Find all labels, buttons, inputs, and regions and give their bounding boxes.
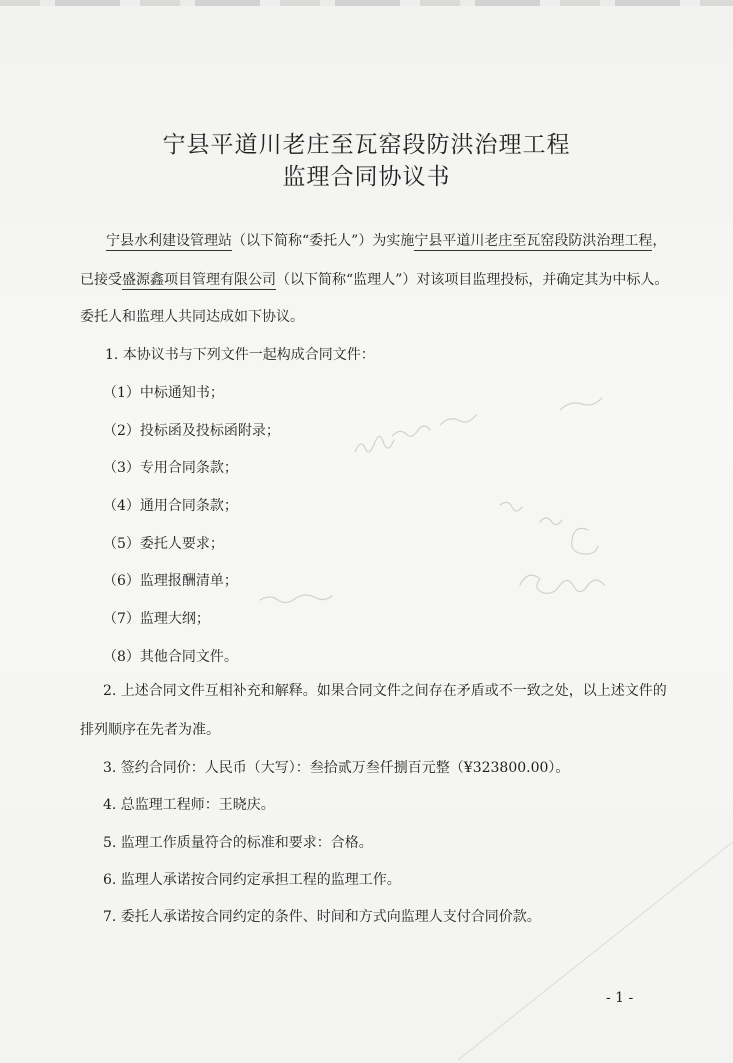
clause-7: 7. 委托人承诺按合同约定的条件、时间和方式向监理人支付合同价款。: [103, 909, 541, 925]
clause-3: 3. 签约合同价：人民币（大写）：叁拾贰万叁仟捌百元整（¥323800.00）。: [103, 760, 570, 776]
intro-text-4: （以下简称“监理人”）对该项目监理投标，并确定其为中标人。: [276, 272, 669, 288]
document-item-7: （7）监理大纲；: [103, 611, 210, 627]
intro-text-1: （以下简称“委托人”）为实施: [232, 233, 415, 249]
clause-2-line-2: 排列顺序在先者为准。: [80, 722, 220, 738]
client-name: 宁县水利建设管理站: [106, 233, 232, 249]
intro-line-1: [106, 230, 666, 250]
document-item-1: （1）中标通知书；: [103, 385, 224, 401]
intro-line-3: 委托人和监理人共同达成如下协议。: [80, 309, 304, 325]
document-title-line2: 监理合同协议书: [282, 164, 451, 190]
intro-text-3: 已接受: [80, 272, 122, 288]
document-item-5: （5）委托人要求；: [103, 536, 224, 552]
scan-edge: [0, 0, 733, 6]
document-item-3: （3）专用合同条款；: [103, 460, 238, 476]
page-number: - 1 -: [606, 990, 634, 1006]
clause-5: 5. 监理工作质量符合的标准和要求：合格。: [103, 835, 373, 851]
document-item-4: （4）通用合同条款；: [103, 498, 238, 514]
document-item-2: （2）投标函及投标函附录；: [103, 423, 280, 439]
document-item-6: （6）监理报酬清单；: [103, 573, 238, 589]
clause-1: 1. 本协议书与下列文件一起构成合同文件：: [105, 347, 375, 363]
intro-line-2: [80, 269, 668, 289]
clause-4: 4. 总监理工程师：王晓庆。: [103, 797, 275, 813]
project-name: 宁县平道川老庄至瓦窑段防洪治理工程: [414, 233, 653, 249]
clause-6: 6. 监理人承诺按合同约定承担工程的监理工作。: [103, 872, 401, 888]
contractor-name: 盛源鑫项目管理有限公司: [122, 272, 276, 288]
clause-2-line-1: 2. 上述合同文件互相补充和解释。如果合同文件之间存在矛盾或不一致之处，以上述文件的: [103, 683, 667, 699]
document-title-line1: 宁县平道川老庄至瓦窑段防洪治理工程: [162, 132, 571, 158]
intro-text-2: ，: [652, 233, 667, 249]
document-item-8: （8）其他合同文件。: [103, 649, 238, 665]
